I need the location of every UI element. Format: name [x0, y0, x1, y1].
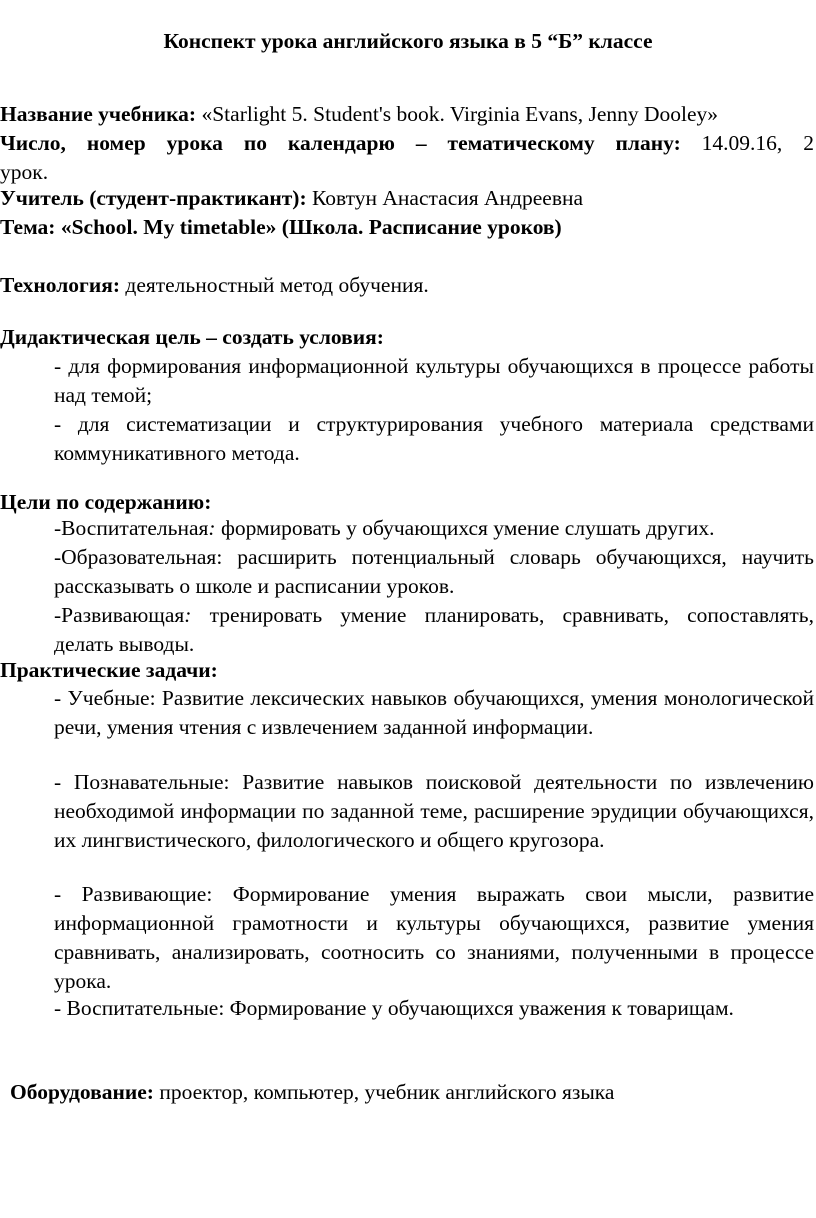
goal-colon: : — [184, 603, 192, 627]
goal-rest: расширить потенциальный словарь обучающихся, научить рассказывать о школе и расписании уроков. — [54, 545, 814, 598]
goals-heading: Цели по содержанию: — [0, 490, 212, 514]
goal-item — [54, 601, 814, 659]
goal-item — [54, 543, 814, 601]
date-line — [0, 129, 814, 158]
didactic-item: - для формирования информационной культуры обучающихся в процессе работы над темой; — [54, 354, 814, 407]
goal-prefix: -Образовательная — [54, 545, 217, 569]
goal-colon: : — [216, 545, 223, 569]
tasks-heading: Практические задачи: — [0, 658, 218, 682]
teacher-line — [0, 184, 816, 213]
technology-label: Технология: — [0, 273, 120, 297]
textbook-label: Название учебника: — [0, 102, 197, 126]
date-label: Число, номер урока по календарю – тематическому плану: — [0, 131, 681, 155]
goal-prefix: -Развивающая — [54, 603, 185, 627]
goal-prefix: -Воспитательная — [54, 516, 209, 540]
task-item: - Воспитательные: Формирование у обучающихся уважения к товарищам. — [54, 996, 734, 1020]
teacher-label: Учитель (студент-практикант): — [0, 186, 307, 210]
date-line-cont: урок. — [0, 160, 49, 184]
task-item: - Учебные: Развитие лексических навыков обучающихся, умения монологической речи, умения чтения с извлечением заданной информации. — [54, 686, 814, 739]
page-title: Конспект урока английского языка в 5 “Б” классе — [163, 29, 653, 53]
goal-rest: тренировать умение планировать, сравнивать, сопоставлять, делать выводы. — [54, 603, 814, 656]
equipment-label: Оборудование: — [10, 1080, 154, 1104]
goal-rest: формировать у обучающихся умение слушать других. — [215, 516, 715, 540]
textbook-line — [0, 100, 816, 129]
equipment-value: проектор, компьютер, учебник английского языка — [153, 1080, 615, 1104]
date-value: 14.09.16, 2 — [680, 131, 814, 155]
equipment-line — [10, 1078, 810, 1107]
goal-colon: : — [208, 516, 216, 540]
didactic-item: - для систематизации и структурирования учебного материала средствами коммуникативного метода. — [54, 412, 814, 465]
technology-value: деятельностный метод обучения. — [120, 273, 429, 297]
textbook-value: «Starlight 5. Student's book. Virginia Evans, Jenny Dooley» — [196, 102, 719, 126]
didactic-heading: Дидактическая цель – создать условия: — [0, 325, 384, 349]
goal-item — [54, 514, 814, 543]
task-item: - Развивающие: Формирование умения выражать свои мысли, развитие информационной грамотности и культуры обучающихся, развитие умения сравнивать, анализировать, соотносить со знаниями, полученными в процессе урока. — [54, 882, 814, 993]
technology-line — [0, 271, 816, 300]
topic-line: Тема: «School. My timetable» (Школа. Расписание уроков) — [0, 215, 562, 239]
teacher-value: Ковтун Анастасия Андреевна — [306, 186, 584, 210]
task-item: - Познавательные: Развитие навыков поисковой деятельности по извлечению необходимой информации по заданной теме, расширение эрудиции обучающихся, их лингвистического, филологического и общего кругозора. — [54, 770, 814, 852]
